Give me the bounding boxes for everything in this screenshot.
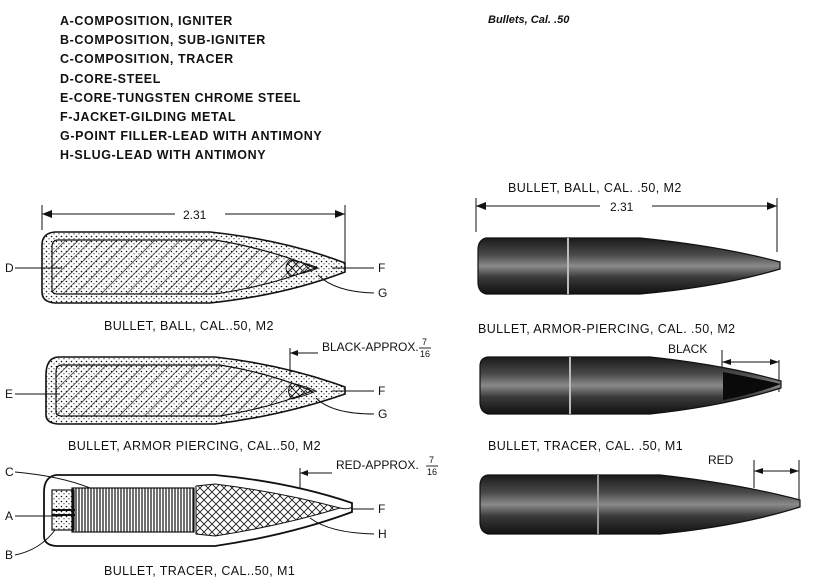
legend-item-f: F-JACKET-GILDING METAL: [60, 110, 237, 125]
ap-band-frac-den: 16: [420, 349, 431, 359]
ap-band-frac-num: 7: [422, 337, 428, 347]
photo-tracer-band-label: RED: [708, 453, 734, 467]
ball-dimension-label: 2.31: [183, 208, 207, 222]
legend-item-b: B-COMPOSITION, SUB-IGNITER: [60, 33, 266, 48]
ap-label-f: F: [378, 384, 386, 398]
photo-ap-caption: BULLET, ARMOR-PIERCING, CAL. .50, M2: [478, 322, 736, 336]
tracer-label-f: F: [378, 502, 386, 516]
legend-item-e: E-CORE-TUNGSTEN CHROME STEEL: [60, 90, 302, 105]
tracer-label-b: B: [5, 548, 14, 562]
ball-caption: BULLET, BALL, CAL..50, M2: [104, 319, 274, 333]
photo-ball-section: [476, 181, 780, 294]
ball-label-g: G: [378, 286, 388, 300]
tracer-label-a: A: [5, 509, 14, 523]
ball-label-d: D: [5, 261, 14, 275]
legend-item-h: H-SLUG-LEAD WITH ANTIMONY: [60, 148, 267, 163]
ap-band-label: BLACK-APPROX.: [322, 340, 419, 354]
photo-ball-dimension-label: 2.31: [610, 200, 634, 214]
tracer-label-h: H: [378, 527, 387, 541]
legend-item-g: G-POINT FILLER-LEAD WITH ANTIMONY: [60, 129, 323, 144]
ap-bullet-section: [5, 337, 431, 453]
photo-tracer-caption: BULLET, TRACER, CAL. .50, M1: [488, 439, 684, 453]
ap-caption: BULLET, ARMOR PIERCING, CAL..50, M2: [68, 439, 321, 453]
ball-bullet-section: [5, 205, 387, 333]
page-title: Bullets, Cal. .50: [488, 14, 570, 26]
tracer-band-frac-num: 7: [429, 455, 435, 465]
photo-ap-section: [478, 322, 781, 414]
tracer-band-label: RED-APPROX.: [336, 458, 419, 472]
tracer-label-c: C: [5, 465, 14, 479]
ap-label-e: E: [5, 387, 14, 401]
legend-item-a: A-COMPOSITION, IGNITER: [60, 14, 233, 28]
photo-ap-band-label: BLACK: [668, 342, 708, 356]
photo-ball-bullet: [478, 238, 780, 294]
legend-item-c: C-COMPOSITION, TRACER: [60, 52, 234, 67]
tracer-composition: [72, 488, 194, 532]
tracer-caption: BULLET, TRACER, CAL..50, M1: [104, 564, 296, 578]
photo-ball-caption: BULLET, BALL, CAL. .50, M2: [508, 181, 682, 195]
legend-item-d: D-CORE-STEEL: [60, 71, 161, 86]
ball-label-f: F: [378, 261, 386, 275]
photo-tracer-bullet: [480, 475, 800, 534]
ap-label-g: G: [378, 407, 388, 421]
tracer-band-frac-den: 16: [427, 467, 438, 477]
tracer-bullet-section: [5, 455, 438, 578]
photo-tracer-section: [480, 439, 800, 534]
